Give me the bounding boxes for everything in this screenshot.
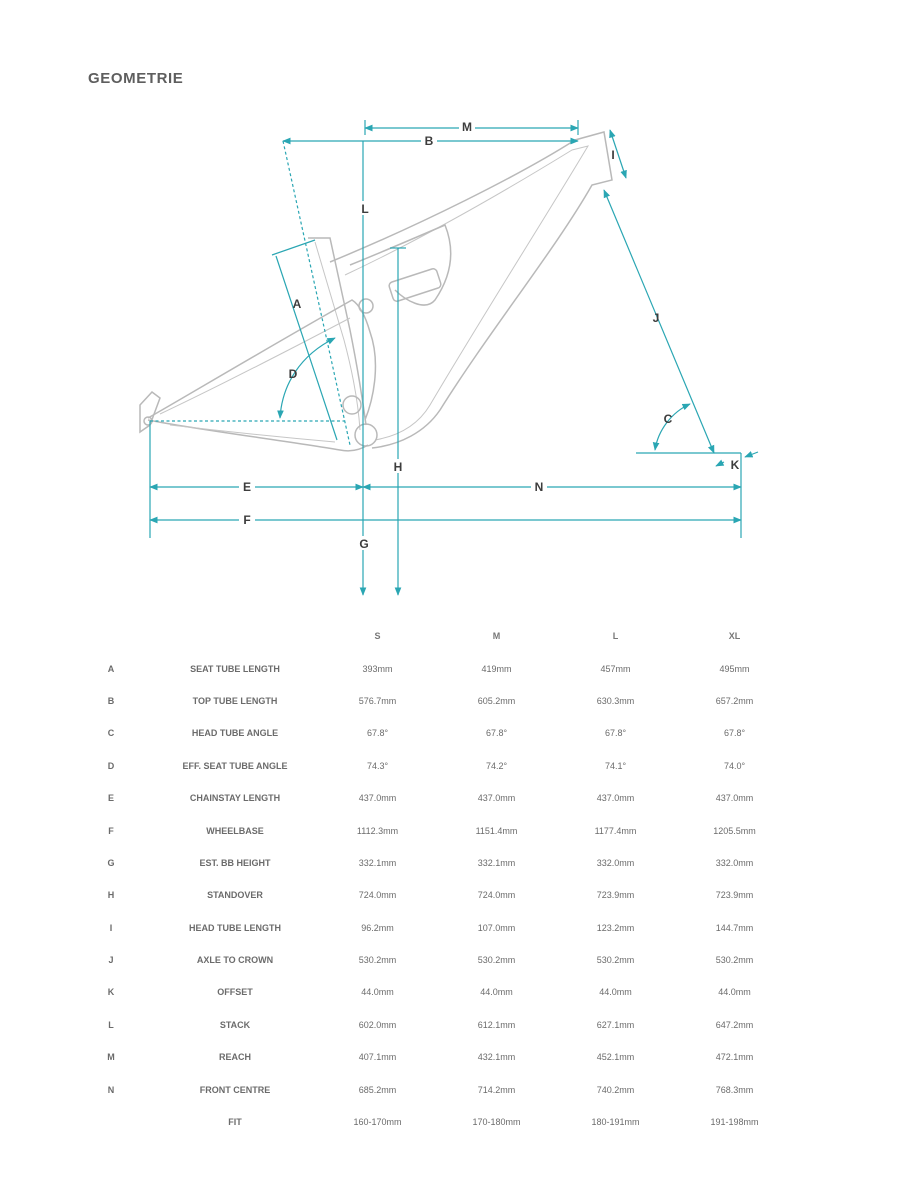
row-value-l: 180-191mm xyxy=(591,1117,640,1128)
row-value-s: 602.0mm xyxy=(358,1019,397,1030)
label-i: I xyxy=(611,148,615,162)
row-value-l: 44.0mm xyxy=(599,987,632,998)
row-value-m: 1151.4mm xyxy=(475,825,518,836)
row-name: HEAD TUBE ANGLE xyxy=(191,728,279,739)
label-c: C xyxy=(663,412,673,426)
row-name: FRONT CENTRE xyxy=(199,1084,271,1095)
label-j: J xyxy=(652,311,660,325)
row-name: CHAINSTAY LENGTH xyxy=(189,793,281,804)
row-key: D xyxy=(107,760,115,771)
row-name: OFFSET xyxy=(217,987,253,998)
label-h: H xyxy=(393,460,403,474)
row-key: G xyxy=(107,857,115,868)
row-value-xl: 44.0mm xyxy=(718,987,751,998)
row-value-s: 332.1mm xyxy=(358,857,397,868)
header-size-m: M xyxy=(492,631,501,642)
row-value-l: 123.2mm xyxy=(596,922,635,933)
row-name: FIT xyxy=(228,1117,242,1128)
row-value-xl: 67.8° xyxy=(723,728,746,739)
table-row xyxy=(70,685,794,717)
row-value-xl: 1205.5mm xyxy=(713,825,756,836)
row-key: E xyxy=(107,793,114,804)
label-a: A xyxy=(292,297,302,311)
row-value-xl: 144.7mm xyxy=(715,922,754,933)
geometry-table xyxy=(70,620,794,1138)
row-value-xl: 437.0mm xyxy=(715,793,754,804)
row-value-s: 67.8° xyxy=(366,728,389,739)
row-value-l: 67.8° xyxy=(604,728,627,739)
table-body xyxy=(70,652,794,1138)
row-key: L xyxy=(108,1019,114,1030)
row-key: N xyxy=(107,1084,115,1095)
bike-frame xyxy=(140,132,615,451)
row-value-s: 437.0mm xyxy=(358,793,397,804)
row-name: EST. BB HEIGHT xyxy=(199,857,271,868)
row-value-xl: 530.2mm xyxy=(715,955,754,966)
row-value-xl: 647.2mm xyxy=(715,1019,754,1030)
row-key: H xyxy=(107,890,115,901)
row-name: SEAT TUBE LENGTH xyxy=(190,663,280,674)
row-value-m: 170-180mm xyxy=(472,1117,521,1128)
row-name: AXLE TO CROWN xyxy=(196,955,274,966)
row-value-m: 44.0mm xyxy=(480,987,513,998)
row-name: EFF. SEAT TUBE ANGLE xyxy=(182,760,288,771)
row-value-l: 457mm xyxy=(600,663,631,674)
row-value-s: 393mm xyxy=(362,663,393,674)
row-name: WHEELBASE xyxy=(206,825,264,836)
label-n: N xyxy=(534,480,544,494)
row-value-m: 107.0mm xyxy=(477,922,516,933)
row-value-xl: 495mm xyxy=(719,663,750,674)
table-row xyxy=(70,1073,794,1105)
row-value-xl: 723.9mm xyxy=(715,890,754,901)
row-value-xl: 768.3mm xyxy=(715,1084,754,1095)
row-key: F xyxy=(108,825,114,836)
table-row xyxy=(70,912,794,944)
row-value-xl: 74.0° xyxy=(723,760,746,771)
label-e: E xyxy=(242,480,252,494)
label-l: L xyxy=(361,202,369,216)
row-key: C xyxy=(107,728,115,739)
row-value-m: 530.2mm xyxy=(477,955,516,966)
row-value-xl: 657.2mm xyxy=(715,695,754,706)
table-row xyxy=(70,1106,794,1138)
row-value-s: 1112.3mm xyxy=(356,825,399,836)
table-row xyxy=(70,717,794,749)
table-row xyxy=(70,750,794,782)
row-value-l: 723.9mm xyxy=(596,890,635,901)
header-name xyxy=(152,620,318,652)
row-value-s: 685.2mm xyxy=(358,1084,397,1095)
label-k: K xyxy=(730,458,740,472)
row-name: HEAD TUBE LENGTH xyxy=(189,922,281,933)
table-row xyxy=(70,782,794,814)
row-value-m: 332.1mm xyxy=(477,857,516,868)
row-value-l: 452.1mm xyxy=(596,1052,635,1063)
row-name: STANDOVER xyxy=(207,890,263,901)
label-g: G xyxy=(359,537,369,551)
row-value-l: 437.0mm xyxy=(596,793,635,804)
row-value-s: 74.3° xyxy=(366,760,389,771)
row-key: B xyxy=(107,695,115,706)
row-value-m: 605.2mm xyxy=(477,695,516,706)
table-header-row xyxy=(70,620,794,652)
table-row xyxy=(70,814,794,846)
row-value-l: 630.3mm xyxy=(596,695,635,706)
row-value-m: 419mm xyxy=(481,663,512,674)
row-value-m: 432.1mm xyxy=(477,1052,516,1063)
row-key: J xyxy=(108,955,114,966)
row-value-m: 724.0mm xyxy=(477,890,516,901)
table-row xyxy=(70,976,794,1008)
row-value-m: 437.0mm xyxy=(477,793,516,804)
row-value-s: 44.0mm xyxy=(361,987,394,998)
row-value-l: 530.2mm xyxy=(596,955,635,966)
row-value-m: 67.8° xyxy=(485,728,508,739)
row-key: I xyxy=(109,922,113,933)
page-title: GEOMETRIE xyxy=(88,70,184,87)
row-value-l: 1177.4mm xyxy=(594,825,637,836)
table-row xyxy=(70,879,794,911)
table-row xyxy=(70,944,794,976)
row-value-s: 724.0mm xyxy=(358,890,397,901)
header-size-l: L xyxy=(612,631,619,642)
header-key xyxy=(70,620,152,652)
table-row xyxy=(70,652,794,684)
label-b: B xyxy=(424,134,434,148)
row-value-s: 407.1mm xyxy=(358,1052,397,1063)
row-value-m: 74.2° xyxy=(485,760,508,771)
row-key: K xyxy=(107,987,115,998)
row-value-l: 74.1° xyxy=(604,760,627,771)
row-name: TOP TUBE LENGTH xyxy=(192,695,278,706)
row-name: REACH xyxy=(218,1052,251,1063)
row-value-m: 612.1mm xyxy=(477,1019,516,1030)
row-value-s: 160-170mm xyxy=(353,1117,402,1128)
row-value-s: 96.2mm xyxy=(361,922,394,933)
header-size-s: S xyxy=(374,631,381,642)
row-value-xl: 332.0mm xyxy=(715,857,754,868)
row-value-l: 740.2mm xyxy=(596,1084,635,1095)
row-name: STACK xyxy=(219,1019,251,1030)
row-key: M xyxy=(107,1052,115,1063)
header-size-xl: XL xyxy=(728,631,741,642)
table-row xyxy=(70,847,794,879)
label-m: M xyxy=(462,120,472,134)
label-f: F xyxy=(243,513,251,527)
label-d: D xyxy=(288,367,298,381)
row-value-xl: 191-198mm xyxy=(710,1117,759,1128)
row-key xyxy=(70,1106,152,1138)
row-key: A xyxy=(107,663,115,674)
row-value-xl: 472.1mm xyxy=(715,1052,754,1063)
table-row xyxy=(70,1041,794,1073)
row-value-l: 627.1mm xyxy=(596,1019,635,1030)
row-value-l: 332.0mm xyxy=(596,857,635,868)
row-value-s: 576.7mm xyxy=(358,695,397,706)
row-value-s: 530.2mm xyxy=(358,955,397,966)
table-row xyxy=(70,1009,794,1041)
row-value-m: 714.2mm xyxy=(477,1084,516,1095)
